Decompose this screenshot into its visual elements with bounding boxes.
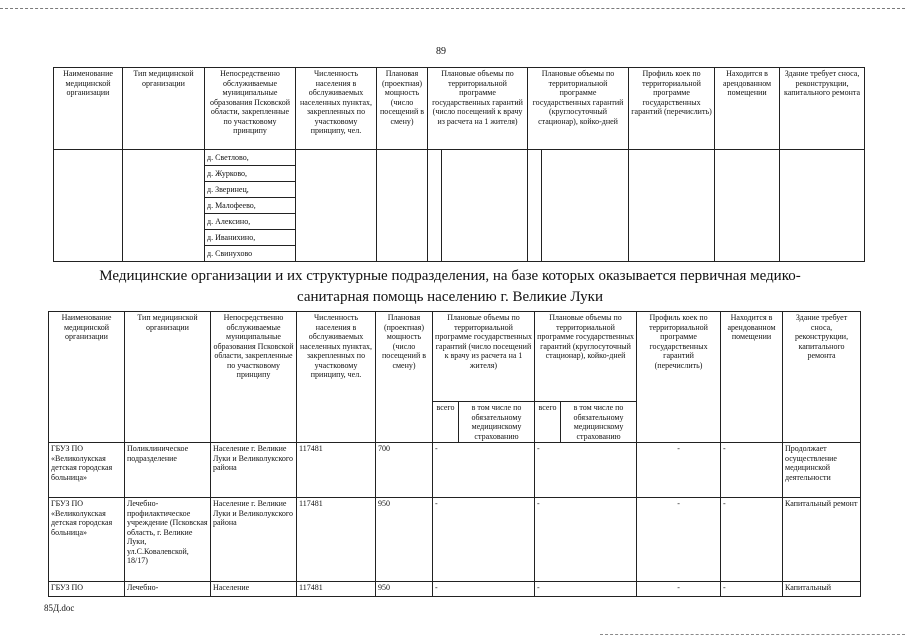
org-day-hospital: - xyxy=(535,582,637,597)
village-item: д. Светлово, xyxy=(205,150,295,166)
org-bed-profile: - xyxy=(637,498,721,582)
col-header-served: Непосредственно обслуживаемые муниципальные образования Псковской области, закрепленные по участковому принципу xyxy=(205,68,296,150)
org-outpatient: - xyxy=(433,498,535,582)
org-building: Капитальный xyxy=(783,582,861,597)
table-cell xyxy=(442,150,528,262)
col-header-bed-profile: Профиль коек по территориальной программе государственных гарантий (перечислить) xyxy=(637,312,721,443)
org-day-hospital: - xyxy=(535,498,637,582)
sub-header-oms: в том числе по обязательному медицинскому страхованию xyxy=(561,402,637,443)
col-header-rented: Находится в арендованном помещении xyxy=(721,312,783,443)
table-cell xyxy=(629,150,715,262)
org-bed-profile: - xyxy=(637,582,721,597)
col-header-building: Здание требует сноса, реконструкции, капитального ремонта xyxy=(780,68,865,150)
org-outpatient: - xyxy=(433,582,535,597)
sub-header-oms: в том числе по обязательному медицинскому страхованию xyxy=(459,402,535,443)
table-cell xyxy=(780,150,865,262)
col-header-bed-profile: Профиль коек по территориальной программе государственных гарантий (перечислить) xyxy=(629,68,715,150)
org-type: Поликлиническое подразделение xyxy=(125,443,211,498)
scan-top-edge xyxy=(0,8,905,9)
org-name: ГБУЗ ПО xyxy=(49,582,125,597)
table-row xyxy=(49,498,861,582)
org-outpatient: - xyxy=(433,443,535,498)
org-served: Население г. Великие Луки и Великолукского района xyxy=(211,498,297,582)
village-item: д. Иванихино, xyxy=(205,230,295,246)
table-row xyxy=(49,443,861,498)
org-bed-profile: - xyxy=(637,443,721,498)
table-cell xyxy=(715,150,780,262)
col-header-name: Наименование медицинской организации xyxy=(49,312,125,443)
col-header-outpatient-volume: Плановые объемы по территориальной программе государственных гарантий (число посещений к врачу из расчета на 1 жителя) xyxy=(428,68,528,150)
col-header-day-hospital-volume: Плановые объемы по территориальной программе государственных гарантий (круглосуточный стационар), койко-дней xyxy=(528,68,629,150)
col-header-capacity: Плановая (проектная) мощность (число посещений в смену) xyxy=(377,68,428,150)
table-cell xyxy=(296,150,377,262)
org-building: Продолжает осуществление медицинской деятельности xyxy=(783,443,861,498)
village-item: д. Журково, xyxy=(205,166,295,182)
village-list-cell xyxy=(205,150,296,262)
org-rented: - xyxy=(721,443,783,498)
sub-header-total: всего xyxy=(433,402,459,443)
org-building: Капитальный ремонт xyxy=(783,498,861,582)
village-item: д. Зверинец, xyxy=(205,182,295,198)
org-served: Население г. Великие Луки и Великолукского района xyxy=(211,443,297,498)
org-capacity: 950 xyxy=(376,498,433,582)
village-item: д. Малофеево, xyxy=(205,198,295,214)
col-header-name: Наименование медицинской организации xyxy=(54,68,123,150)
col-header-population: Численность населения в обслуживаемых населенных пунктах, закрепленных по участковому принципу, чел. xyxy=(296,68,377,150)
col-header-capacity: Плановая (проектная) мощность (число посещений в смену) xyxy=(376,312,433,443)
col-header-population: Численность населения в обслуживаемых населенных пунктах, закрепленных по участковому принципу, чел. xyxy=(297,312,376,443)
table-cell xyxy=(123,150,205,262)
table-cell xyxy=(377,150,428,262)
org-name: ГБУЗ ПО «Великолукская детская городская больница» xyxy=(49,498,125,582)
table-cell xyxy=(54,150,123,262)
org-day-hospital: - xyxy=(535,443,637,498)
table-cell xyxy=(428,150,442,262)
footer-filename: 85Д.doc xyxy=(44,603,75,613)
section-heading-line-2: санитарная помощь населению г. Великие Луки xyxy=(297,289,603,305)
org-served: Население xyxy=(211,582,297,597)
village-item: д. Алексино, xyxy=(205,214,295,230)
continuation-table xyxy=(53,67,865,262)
scan-bottom-edge xyxy=(600,634,905,635)
col-header-outpatient-volume: Плановые объемы по территориальной программе государственных гарантий (число посещений к врачу из расчета на 1 жителя) xyxy=(433,312,535,402)
sub-header-total: всего xyxy=(535,402,561,443)
table-cell xyxy=(528,150,542,262)
col-header-rented: Находится в арендованном помещении xyxy=(715,68,780,150)
village-item: д. Свинухово xyxy=(207,249,253,258)
col-header-building: Здание требует сноса, реконструкции, капитального ремонта xyxy=(783,312,861,443)
velikie-luki-table xyxy=(48,311,861,597)
col-header-served: Непосредственно обслуживаемые муниципальные образования Псковской области, закрепленные по участковому принципу xyxy=(211,312,297,443)
org-capacity: 950 xyxy=(376,582,433,597)
col-header-type: Тип медицинской организации xyxy=(125,312,211,443)
col-header-type: Тип медицинской организации xyxy=(123,68,205,150)
org-type: Лечебно-профилактическое учреждение (Псковская область, г. Великие Луки, ул.С.Ковалевской, 18/17) xyxy=(125,498,211,582)
col-header-day-hospital-volume: Плановые объемы по территориальной программе государственных гарантий (круглосуточный стационар), койко-дней xyxy=(535,312,637,402)
section-heading-line-1: Медицинские организации и их структурные подразделения, на базе которых оказывается первичная медико- xyxy=(99,268,801,284)
org-type: Лечебно- xyxy=(125,582,211,597)
table-row xyxy=(49,582,861,597)
org-rented: - xyxy=(721,582,783,597)
org-rented: - xyxy=(721,498,783,582)
org-capacity: 700 xyxy=(376,443,433,498)
table-cell xyxy=(542,150,629,262)
org-population: 117481 xyxy=(297,582,376,597)
org-population: 117481 xyxy=(297,443,376,498)
page-number: 89 xyxy=(436,46,446,57)
org-name: ГБУЗ ПО «Великолукская детская городская больница» xyxy=(49,443,125,498)
org-population: 117481 xyxy=(297,498,376,582)
